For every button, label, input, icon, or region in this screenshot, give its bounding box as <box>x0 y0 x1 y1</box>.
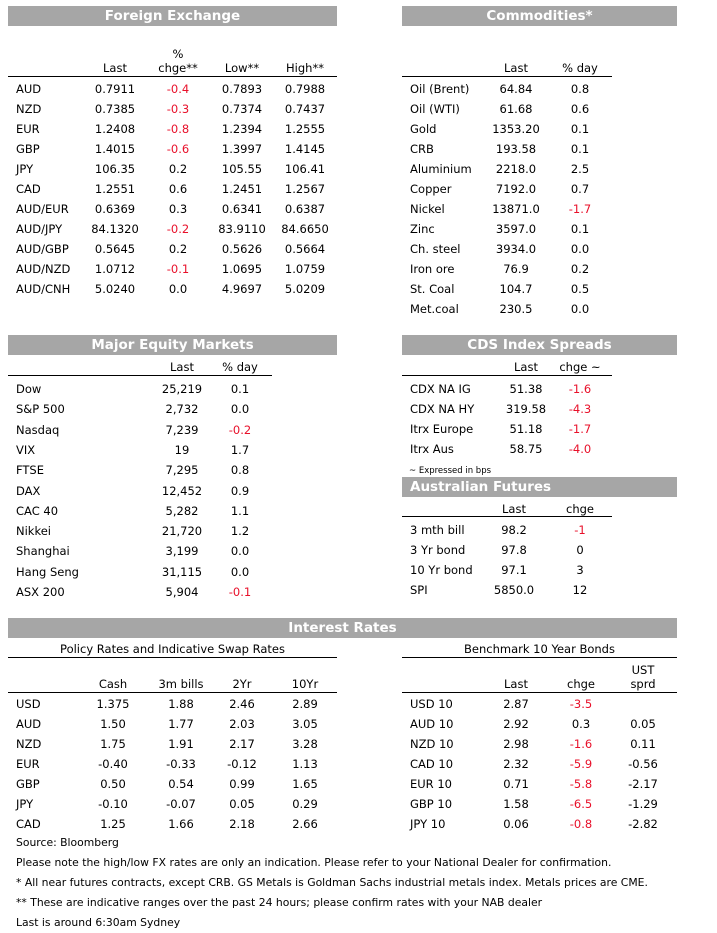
cell-chg: 0.3 <box>571 717 591 731</box>
row-label: EUR <box>16 757 40 771</box>
cell-chg: 2.5 <box>570 162 590 176</box>
row-label: JPY <box>16 797 34 811</box>
row-label: CDX NA IG <box>410 382 471 396</box>
cell-chg: -5.8 <box>569 777 593 791</box>
cell-last: 2.92 <box>503 717 529 731</box>
row-label: AUD 10 <box>410 717 454 731</box>
footnote-line: * All near futures contracts, except CRB. GS Metals is Goldman Sachs industrial metals index. Metals prices are CME. <box>16 876 648 889</box>
cell-chg: 0.8 <box>570 82 590 96</box>
row-label: Dow <box>16 382 42 396</box>
cell-y2: 2.17 <box>229 737 255 751</box>
cell-chg: 0.0 <box>168 282 188 296</box>
cell-chg: -1.7 <box>568 422 592 436</box>
cell-y10: 0.29 <box>292 797 318 811</box>
cell-low: 1.2451 <box>221 182 263 196</box>
row-label: Ch. steel <box>410 242 461 256</box>
cell-high: 84.6650 <box>281 222 329 236</box>
cds-header-rule <box>402 375 612 376</box>
row-label: 3 mth bill <box>410 523 465 537</box>
cell-chg: 0.0 <box>570 302 590 316</box>
cell-last: 2.87 <box>503 697 529 711</box>
cell-sprd: 0.11 <box>630 737 656 751</box>
cell-y2: 2.03 <box>229 717 255 731</box>
cell-chg: -0.2 <box>228 422 252 437</box>
bonds-title-rule <box>402 657 677 658</box>
cell-last: 0.7385 <box>94 102 136 116</box>
cell-last: 106.35 <box>94 162 136 176</box>
cell-last: 3597.0 <box>495 222 537 236</box>
fx-title: Foreign Exchange <box>8 6 337 26</box>
column-header: Last <box>514 360 538 374</box>
cell-last: 104.7 <box>499 282 533 296</box>
row-label: USD <box>16 697 41 711</box>
cell-low: 0.6341 <box>221 202 263 216</box>
column-header: % day <box>562 61 598 75</box>
cell-low: 0.7893 <box>221 82 263 96</box>
cell-chg: -1.7 <box>568 202 592 216</box>
cell-cash: 0.50 <box>100 777 126 791</box>
cell-last: 13871.0 <box>492 202 540 216</box>
row-label: EUR 10 <box>410 777 452 791</box>
cell-last: 3934.0 <box>495 242 537 256</box>
cell-low: 83.9110 <box>218 222 266 236</box>
cell-chg: 0.0 <box>230 402 250 417</box>
cell-low: 1.2394 <box>221 122 263 136</box>
row-label: Iron ore <box>410 262 455 276</box>
cell-chg: 3 <box>576 563 584 577</box>
cell-last: 230.5 <box>499 302 533 316</box>
cell-sprd: -2.17 <box>628 777 658 791</box>
column-header: Last <box>504 61 528 75</box>
cell-y2: 2.46 <box>229 697 255 711</box>
cell-last: 0.5645 <box>94 242 136 256</box>
cell-last: 25,219 <box>161 382 203 396</box>
cell-cash: 1.50 <box>100 717 126 731</box>
cell-high: 0.6387 <box>284 202 326 216</box>
cell-last: 64.84 <box>499 82 533 96</box>
cell-high: 106.41 <box>284 162 326 176</box>
column-header: 10Yr <box>291 677 319 691</box>
cell-chg: -4.0 <box>568 442 592 456</box>
cell-chg: 0 <box>576 543 584 557</box>
cell-chg: 0.1 <box>570 142 590 156</box>
cell-last: 5,904 <box>165 585 199 599</box>
cell-bills: 0.54 <box>168 777 194 791</box>
cell-y10: 1.65 <box>292 777 318 791</box>
row-label: CRB <box>410 142 434 156</box>
cell-bills: 1.77 <box>168 717 194 731</box>
row-label: AUD/GBP <box>16 242 69 256</box>
cell-cash: 1.375 <box>96 697 130 711</box>
column-header: chge <box>566 502 594 516</box>
cell-high: 5.0209 <box>284 282 326 296</box>
footnote-line: Please note the high/low FX rates are only an indication. Please refer to your National Dealer for confirmation. <box>16 856 612 869</box>
row-label: CAC 40 <box>16 503 59 518</box>
cell-last: 7192.0 <box>495 182 537 196</box>
row-label: CAD 10 <box>410 757 454 771</box>
cds-title: CDS Index Spreads <box>402 335 677 355</box>
cell-cash: -0.10 <box>98 797 128 811</box>
aus-futures-title: Australian Futures <box>402 477 677 497</box>
row-label: 3 Yr bond <box>410 543 466 557</box>
column-header: Last <box>103 61 127 75</box>
row-label: NZD <box>16 102 42 116</box>
row-label: EUR <box>16 122 40 136</box>
cell-last: 2218.0 <box>495 162 537 176</box>
cell-chg: 0.2 <box>168 162 188 176</box>
cell-y10: 1.13 <box>292 757 318 771</box>
cell-last: 31,115 <box>161 564 203 579</box>
cell-last: 0.06 <box>503 817 529 831</box>
bonds-title: Benchmark 10 Year Bonds <box>464 642 615 656</box>
row-label: Nickel <box>410 202 445 216</box>
cell-last: 61.68 <box>499 102 533 116</box>
cell-sprd: -2.82 <box>628 817 658 831</box>
cell-chg: -1.6 <box>568 382 592 396</box>
cell-last: 1353.20 <box>492 122 540 136</box>
row-label: NZD 10 <box>410 737 454 751</box>
cell-last: 12,452 <box>161 483 203 498</box>
column-header: Low** <box>224 61 260 75</box>
cell-last: 0.71 <box>503 777 529 791</box>
cell-high: 0.5664 <box>284 242 326 256</box>
column-header: chge <box>567 677 595 691</box>
column-header: 2Yr <box>232 677 252 691</box>
policy-title-rule <box>8 657 337 658</box>
cell-chg: 0.2 <box>168 242 188 256</box>
row-label: VIX <box>16 442 36 457</box>
cell-y2: 0.99 <box>229 777 255 791</box>
cell-last: 84.1320 <box>91 222 139 236</box>
cell-last: 58.75 <box>509 442 543 456</box>
row-label: DAX <box>16 483 41 498</box>
cell-high: 0.7437 <box>284 102 326 116</box>
cell-last: 5,282 <box>165 503 199 518</box>
column-header: % day <box>222 360 258 374</box>
footnote-line: Source: Bloomberg <box>16 836 119 849</box>
cell-chg: 0.0 <box>230 544 250 559</box>
row-label: Oil (Brent) <box>410 82 470 96</box>
cell-last: 97.1 <box>501 563 527 577</box>
cell-bills: 1.88 <box>168 697 194 711</box>
cell-chg: -1 <box>574 523 586 537</box>
column-header: 3m bills <box>158 677 204 691</box>
cell-bills: 1.66 <box>168 817 194 831</box>
column-header: Last <box>502 502 526 516</box>
column-header: % chge** <box>158 47 198 75</box>
cell-last: 76.9 <box>503 262 529 276</box>
cell-last: 51.18 <box>509 422 543 436</box>
row-label: Hang Seng <box>16 564 79 579</box>
cell-chg: 0.0 <box>230 564 250 579</box>
cell-last: 0.7911 <box>94 82 136 96</box>
cell-sprd: -1.29 <box>628 797 658 811</box>
row-label: NZD <box>16 737 42 751</box>
cell-last: 2.98 <box>503 737 529 751</box>
cell-y2: 2.18 <box>229 817 255 831</box>
cell-last: 0.6369 <box>94 202 136 216</box>
row-label: St. Coal <box>410 282 455 296</box>
cell-chg: 0.7 <box>570 182 590 196</box>
cell-sprd: 0.05 <box>630 717 656 731</box>
row-label: CAD <box>16 817 41 831</box>
cell-last: 2.32 <box>503 757 529 771</box>
cell-last: 5850.0 <box>493 583 535 597</box>
cell-chg: -0.6 <box>166 142 190 156</box>
column-header: chge ~ <box>559 360 601 374</box>
bonds-header-rule <box>402 692 677 693</box>
row-label: Oil (WTI) <box>410 102 460 116</box>
cell-chg: -0.3 <box>166 102 190 116</box>
row-label: SPI <box>410 583 428 597</box>
cell-last: 1.2551 <box>94 182 136 196</box>
row-label: Gold <box>410 122 437 136</box>
cell-cash: 1.75 <box>100 737 126 751</box>
cell-chg: 1.2 <box>230 524 250 539</box>
cell-last: 319.58 <box>505 402 547 416</box>
row-label: Aluminium <box>410 162 472 176</box>
cell-high: 0.7988 <box>284 82 326 96</box>
row-label: ASX 200 <box>16 585 65 599</box>
equity-header-rule <box>8 375 272 376</box>
cell-chg: -0.4 <box>166 82 190 96</box>
cell-high: 1.0759 <box>284 262 326 276</box>
interest-title: Interest Rates <box>8 618 677 638</box>
row-label: JPY 10 <box>410 817 446 831</box>
row-label: Met.coal <box>410 302 459 316</box>
row-label: Itrx Europe <box>410 422 474 436</box>
policy-header-rule <box>8 692 337 693</box>
row-label: GBP 10 <box>410 797 453 811</box>
cell-low: 1.3997 <box>221 142 263 156</box>
cell-chg: 0.1 <box>570 122 590 136</box>
column-header: UST sprd <box>630 663 656 691</box>
cell-low: 1.0695 <box>221 262 263 276</box>
cell-y10: 2.66 <box>292 817 318 831</box>
cell-high: 1.2567 <box>284 182 326 196</box>
row-label: FTSE <box>16 463 45 478</box>
cell-chg: 0.0 <box>570 242 590 256</box>
cell-chg: -3.5 <box>569 697 593 711</box>
row-label: Shanghai <box>16 544 70 559</box>
cell-chg: -6.5 <box>569 797 593 811</box>
cell-chg: 0.8 <box>230 463 250 478</box>
row-label: USD 10 <box>410 697 453 711</box>
cell-chg: 1.7 <box>230 442 250 457</box>
row-label: Nikkei <box>16 524 51 539</box>
footnote-line: Last is around 6:30am Sydney <box>16 916 181 929</box>
cell-last: 51.38 <box>509 382 543 396</box>
cell-high: 1.4145 <box>284 142 326 156</box>
policy-rates-title: Policy Rates and Indicative Swap Rates <box>60 642 285 656</box>
row-label: CAD <box>16 182 41 196</box>
row-label: AUD/NZD <box>16 262 71 276</box>
cell-last: 193.58 <box>495 142 537 156</box>
cell-y2: 0.05 <box>229 797 255 811</box>
commodities-header-rule <box>402 76 612 77</box>
cell-chg: -0.1 <box>228 585 252 599</box>
fx-header-rule <box>8 76 337 77</box>
cell-chg: 0.5 <box>570 282 590 296</box>
aus-futures-header-rule <box>402 516 612 517</box>
cell-low: 0.5626 <box>221 242 263 256</box>
cell-last: 1.2408 <box>94 122 136 136</box>
cell-last: 7,295 <box>165 463 199 478</box>
cell-last: 5.0240 <box>94 282 136 296</box>
row-label: AUD/JPY <box>16 222 63 236</box>
cell-last: 19 <box>174 442 190 457</box>
cell-chg: 0.2 <box>570 262 590 276</box>
cell-last: 1.0712 <box>94 262 136 276</box>
cell-chg: -4.3 <box>568 402 592 416</box>
row-label: AUD <box>16 717 42 731</box>
row-label: GBP <box>16 142 40 156</box>
cell-last: 3,199 <box>165 544 199 559</box>
cell-chg: 0.1 <box>570 222 590 236</box>
cell-bills: -0.07 <box>166 797 196 811</box>
cell-chg: -1.6 <box>569 737 593 751</box>
cell-chg: -0.8 <box>166 122 190 136</box>
cell-chg: -0.2 <box>166 222 190 236</box>
cell-last: 2,732 <box>165 402 199 417</box>
footnote-line: ** These are indicative ranges over the past 24 hours; please confirm rates with your NAB dealer <box>16 896 543 909</box>
row-label: GBP <box>16 777 40 791</box>
cell-y2: -0.12 <box>227 757 257 771</box>
cell-chg: 12 <box>572 583 588 597</box>
cell-last: 98.2 <box>501 523 527 537</box>
row-label: AUD/CNH <box>16 282 71 296</box>
cell-sprd: -0.56 <box>628 757 658 771</box>
cell-chg: -0.8 <box>569 817 593 831</box>
row-label: Itrx Aus <box>410 442 454 456</box>
cell-chg: 0.9 <box>230 483 250 498</box>
cell-y10: 3.28 <box>292 737 318 751</box>
commodities-title: Commodities* <box>402 6 677 26</box>
row-label: 10 Yr bond <box>410 563 473 577</box>
column-header: Last <box>170 360 194 374</box>
row-label: Zinc <box>410 222 435 236</box>
cds-footnote: ~ Expressed in bps <box>409 466 492 476</box>
row-label: AUD <box>16 82 42 96</box>
row-label: Nasdaq <box>16 422 60 437</box>
row-label: Copper <box>410 182 452 196</box>
row-label: AUD/EUR <box>16 202 69 216</box>
column-header: Cash <box>98 677 128 691</box>
cell-y10: 3.05 <box>292 717 318 731</box>
cell-last: 21,720 <box>161 524 203 539</box>
row-label: JPY <box>16 162 34 176</box>
cell-last: 1.58 <box>503 797 529 811</box>
cell-low: 105.55 <box>221 162 263 176</box>
cell-cash: -0.40 <box>98 757 128 771</box>
row-label: CDX NA HY <box>410 402 475 416</box>
cell-low: 0.7374 <box>221 102 263 116</box>
equity-title: Major Equity Markets <box>8 335 337 355</box>
row-label: S&P 500 <box>16 402 65 417</box>
cell-high: 1.2555 <box>284 122 326 136</box>
cell-chg: -0.1 <box>166 262 190 276</box>
cell-chg: 0.3 <box>168 202 188 216</box>
cell-low: 4.9697 <box>221 282 263 296</box>
cell-y10: 2.89 <box>292 697 318 711</box>
cell-chg: 0.6 <box>570 102 590 116</box>
cell-last: 1.4015 <box>94 142 136 156</box>
cell-chg: 0.1 <box>230 382 250 396</box>
cell-chg: 1.1 <box>230 503 250 518</box>
cell-chg: 0.6 <box>168 182 188 196</box>
cell-bills: 1.91 <box>168 737 194 751</box>
cell-bills: -0.33 <box>166 757 196 771</box>
column-header: Last <box>504 677 528 691</box>
column-header: High** <box>286 61 324 75</box>
cell-last: 97.8 <box>501 543 527 557</box>
cell-chg: -5.9 <box>569 757 593 771</box>
cell-cash: 1.25 <box>100 817 126 831</box>
cell-last: 7,239 <box>165 422 199 437</box>
